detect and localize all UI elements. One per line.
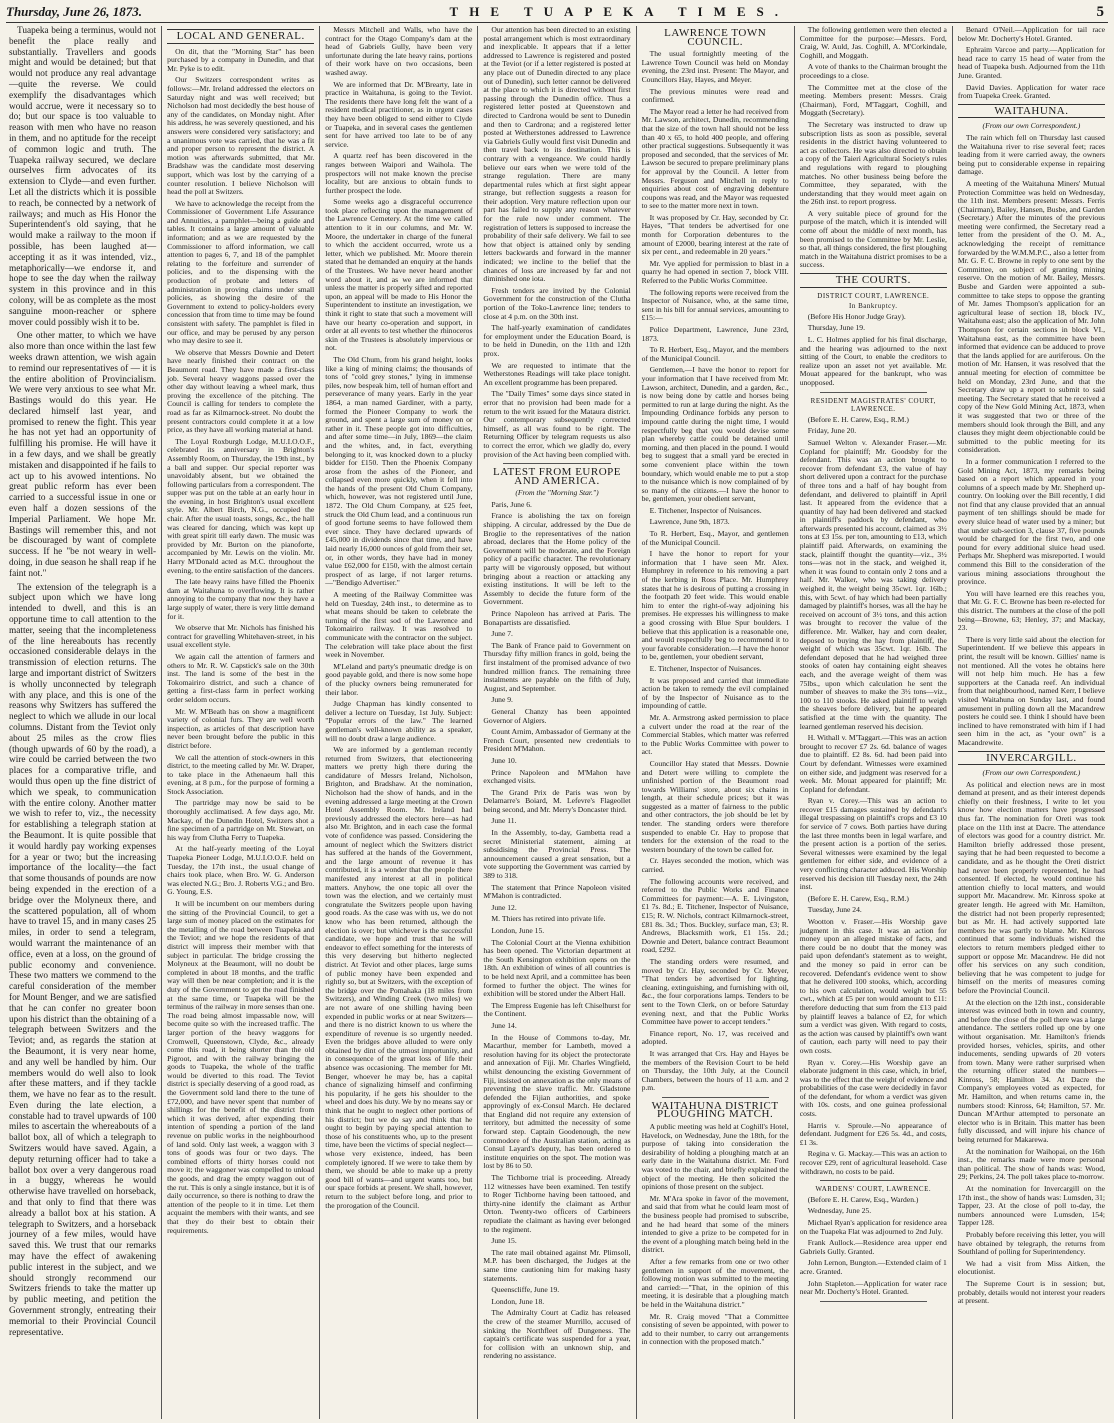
court-paragraph: Samuel Welton v. Alexander Fraser.—Mr. Copland for plaintiff; Mr. Goodsby for the defendant. This was an action brought to recover from defendant £3, the value of hay short delivered upon a contract for the purchase of three tons and a half of hay bought from defendant, and delivered to plaintiff in April last. It appeared from the evidence that a quantity of hay had been delivered and stacked in plaintiff's paddock by defendant, who afterwards presented his account, claimed as 3½ tons at £3 15s. per ton, amounting to £13, which plaintiff paid. Afterwards, on examining the stack, plaintiff thought the quantity—viz., 3½ tons—was not in the stack, and weighed it, when it was found to contain only 2 tons and a half. Mr. Walker, who was taking delivery weighed it, the weight being 35cwt. 1qr. 16lb.; this, with 5cwt. of hay which had been partially damaged by plaintiff's horses, was all the hay he received on account of 3½ tons, and this action was brought to recover the value of the difference. Mr. Walker, hay and corn dealer, deposed to buying the hay from plaintiff, the weight of which was 35cwt. 1qr. 16lb. The defendant deposed that he had weighed three stooks of oaten hay containing eight sheaves each, and the average weight of them was 75lbs., upon which calculation he sent the number of sheaves to make the 3½ tons—viz., 100 to 110 stooks. He asked plaintiff to weigh the sheaves before delivery, but he appeared satisfied at the time with the quantity. The learned gentleman reserved his decision. [799, 437, 947, 731]
paragraph: At the half-yearly meeting of the Loyal Tuapeka Pioneer Lodge, M.U.I.O.O.F. held on Tuesday, the 17th inst., the usual change of chairs took place, when Bro. W. G. Anderson was elected N.G.; Bro. J. Roberts V.G.; and Bro. G. Young, E.S. [167, 844, 315, 897]
paragraph: We are requested to intimate that the Wetherstones Readings will take place tonight. An excellent programme has been prepared. [483, 360, 631, 387]
paragraph: We call the attention of stock-owners in this district, to the meeting called by Mr. W. Draper, to take place in the Athenaeum hall this evening, at 8 p.m., for the purpose of forming a Stock Association. [167, 752, 315, 796]
paragraph: Messrs Mitchell and Walls, who have the contract for the Otago Company's dam at the head of Gabriels Gully, have been very unfortunate during the late heavy rains, portions of their work have on two occasions, been washed away. [325, 26, 473, 77]
paragraph: At the election on the 12th inst., considerable interest was evinced both in town and country, and before the close of the poll there was a large attendance. The settlers rolled up one by one without organisation. Mr. Hamilton's friends provided horses, vehicles, spirits, and other inducements, sending upwards of 20 voters from town. Many were rather surprised when the returning officer stated the numbers—Kinross, 58; Hamilton 34. At Dacre the Company's employees voted as expected, for Mr. Hamilton, and when returns came in, the numbers stood: Kinross, 64; Hamilton, 57. Mr. Duncan M'Arthur attempted to personate an elector who is in Britain. This matter has been fully discussed, and will injure his chance of being returned for Makarewa. [957, 997, 1105, 1145]
paragraph: Some weeks ago a disgraceful occurrence took place reflecting upon the management of the Lawrence Cemetery. At the time we called attention to it in our columns, and Mr. W. Moore, the undertaker in charge of the funeral to which the accident occurred, wrote us a letter, which we published. Mr. Moore therein stated that he demanded an enquiry at the hands of the Trustees. We have never heard another word about it, and as we are informed that unless the matter is properly sifted and reported upon, an appeal will be made to His Honor the Superintendent to institute an investigation, we think it right to state that such a movement will have our hearty co-operation and support, in order at all events to test whether the rhinoceros skin of the Trustees is absolutely impervious or not. [325, 197, 473, 353]
paragraph: Benard O'Neil.—Application for tail race below Mr. Docherty's Hotel. Granted. [957, 26, 1105, 43]
paragraph: The Admiralty Court at Cadiz has released the crew of the steamer Murrillo, accused of sinking the Northfleet off Dungeness. The captain's certificate was suspended for a year, for collision with an unknown ship, and rendering no assistance. [483, 1308, 631, 1361]
column-1 [4, 26, 161, 1419]
paragraph: At the nomination for Invercargill on the 17th inst., the show of hands was: Lumsden, 31; Tapper, 23. At the close of poll to-day, the numbers announced were Lumsden, 154; Tapper 128. [957, 1184, 1105, 1228]
paragraph: The extension of the telegraph is a subject upon which we have long intended to dwell, and this is an opportune time to call attention to the matter, seeing that the incompleteness of the line hereabouts has recently occasioned considerable delays in the transmission of election returns. The large and important district of Switzers is wholly unconnected by telegraph with any place, and this is one of the reasons why Switzers has suffered the neglect to which we allude in our local columns. Distant from the Teviot only about 25 miles as the crow flies (though upwards of 60 by the road), a wire could be carried between the two places for a comparative trifle, and would thus open up the fine district of which we speak, to communication with the entire colony. Another matter we wish to refer to, viz., the necessity for establishing a telegraph station at the Beaumont. It is quite possible that it would hardly pay working expenses for a year or two; but the increasing importance of the locality—the fact that some thousands of pounds are now being expended in the erection of a bridge over the Molyneux there, and the scattered population, all of whom have to travel 15, and in many cases 25 miles, in order to send a telegram, would warrant the maintenance of an office, even at a loss, on the ground of public economy and convenience. These two matters we commend to the careful consideration of the member for Mount Benger, and we are satisfied that he can confer no greater boon upon his district than the obtaining of a telegraph between Switzers and the Teviot; and, as regards the station at the Beaumont, it is very near home, and any well be handled by him. Our members would do well also to look after these matters, and if they tackle them, we have no fear as to the result. Even during the late election, a constable had to travel upwards of 100 miles to ascertain the whereabouts of a ballot box, all of which a telegraph to Switzers would have saved. Again, a deputy returning officer had to take a ballot box over a very dangerous road in a buggy, whereas he would otherwise have travelled on horseback, and that only to find that there was already a ballot box at his station. A telegraph to Switzers, and a horseback journey of a few miles, would have saved this. We trust that our remarks may have the effect of awakening public interest in the subject, and we should strongly recommend our Switzers friends to take the matter up by public meeting, and petition the Government strongly, entreating their memorial to their Provincial Council representative. [9, 582, 157, 1338]
paragraph: As political and election news are in most demand at present, and as their interest depends chiefly on their freshness, I write to let you know how election matters have progressed thus far. The nomination for Oreti was took place on the 11th inst at Dacre. The attendance of electors was good for a country district. Mr. Hamilton briefly addressed those present, saying that he had been requested to become a candidate, and as he thought the Oreti district had never been properly represented, he had consented. If elected, he would continue his attention chiefly to local matters, and would support Mr. Macandrew. Mr. Kinross spoke at greater length. He agreed with Mr. Hamilton, the district had not been properly represented; but as Mr. H. had actively supported late members he was partly to blame. Mr. Kinross continued that some individuals wished the electors to return members pledged either to support or oppose Mr. Macandrew. He did not offer his services on any such condition, believing that he was competent to judge for himself on the merits of measures coming before the Provincial Council. [957, 779, 1105, 995]
paragraph: The half-yearly examination of candidates for employment under the Education Board, is to be held in Dunedin, on the 11th and 12th prox. [483, 323, 631, 358]
courts-heading: THE COURTS. [800, 273, 947, 288]
court-paragraph: John Stapleton.—Application for water race near Mr. Docherty's Hotel. Granted. [799, 1278, 947, 1297]
paragraph: David Davies. Application for water race from Tuapeka Creek. Granted. [957, 82, 1105, 101]
paragraph: A meeting of the Waitahuna Miners' Mutual Protection Committee was held on Wednesday, the 11th inst. Members present: Messrs. Ferris (Chairman), Bailey, Hansen, Busbe, and Garden (Secretary.) After the minutes of the previous meeting were confirmed, the Secretary read a letter from the president of the O. M. A., acknowledging the receipt of remittance forwarded by the W.M.M.P.C., also a letter from Mr. G. F. C. Browne in reply to one sent by the Committee, on subject of granting mining reserve. On the motion of Mr. Bailey, Messrs. Busbe and Garden were appointed a sub-committee to take steps to oppose the granting of Mr. James Thompson's application for an agricultural lease of section 18, block IV., Waitahuna east; also the application of Mr. John Thompson for certain sections in block VI., Waitahuna east, as the committee have been informed that evidence can be adduced to prove that the lands applied for are auriferous. On the motion of Mr. Hansen, it was resolved that the annual meeting for election of committee be held on Monday, 23rd June, and that the Secretary draw up a report to submit to said meeting. The Secretary stated that he received a copy of the New Gold Mining Act, 1873, when it was suggested that two or three of the members should look through the Bill, and any clauses they might deem objectionable could be submitted to the public meeting for its consideration. [957, 178, 1105, 455]
divider [662, 1097, 769, 1098]
paragraph: The following gentlemen were then elected a Committee for the purpose:—Messrs. Ford, Craig, W. Auld, Jas. Coghill, A. M'Corkindale, Coghill, and Moggath. [799, 26, 947, 60]
court-title: WARDENS' COURT, LAWRENCE. [815, 1185, 932, 1194]
paragraph: One other matter, to which we have also more than once within the last few weeks drawn attention, we wish again to remind our representatives of — it is the entire abolition of Provincialism. We were very anxious to see what Mr. Bastings would do this year. He declared himself last year, and promised to renew the fight. This year he has not yet had an opportunity of fulfilling his promise. He will have it in a few days, and we shall be greatly mistaken and disappointed if he fails to act up to his avowed intentions. No great public reform has ever been carried to a successful issue in one or even half a dozen sessions of the Imperial Parliament. We hope Mr. Bastings will remember this, and not be discouraged by want of complete success. If he "be not weary in well-doing, in due season he shall reap if he faint not." [9, 331, 157, 579]
paragraph: Judge Chapman has kindly consented to deliver a lecture on Tuesday, 1st July. Subject: "Popular errors of the law." The learned gentleman's well-known ability as a speaker, will no doubt draw a large audience. [325, 699, 473, 743]
paragraph: Police Department, Lawrence, June 23rd, 1873. [641, 325, 789, 343]
paragraph: A quartz reef has been discovered in the ranges between Waipori and Waihola. The prospectors will not make known the precise locality, but are anxious to obtain funds to further prospect the lode. [325, 151, 473, 195]
paragraph: The Grand Prix de Paris was won by Delamarre's Boiard, M. Lefevre's Flageollet being second, and Mr. Merry's Doncaster third. [483, 787, 631, 814]
europe-america-news [483, 501, 630, 1361]
paragraph: General Chanzy has been appointed Governor of Algiers. [483, 706, 631, 725]
court-paragraph: (Before E. H. Carew, Esq., Warden.) [807, 1194, 919, 1204]
paragraph: In a former communication I referred to the Gold Mining Act, 1873, my remarks being based on a report which appeared in your columns of a speech made by Mr. Shepherd up-country. On looking over the Bill recently, I did not find that any clause provided that an annual payment of ten shillings should be made for every sluice head of water used by a miner; but that under sub-section 3, clause 37, five pounds would be charged for the first two, and one pound for every additional sluice head used. Perhaps Mr. Shepherd was misreported. I would commend this Bill to the consideration of the various mining associations throughout the province. [957, 456, 1105, 587]
paragraph: June 15. [491, 1236, 517, 1246]
paragraph: E. Titchener, Inspector of Nuisances. [649, 663, 762, 673]
column-5 [636, 26, 794, 1419]
leader-article [9, 26, 156, 1338]
paragraph: Queenscliffe, June 19. [491, 1285, 560, 1295]
paragraph: To R. Herbert, Esq., Mayor, and the members of the Municipal Council. [641, 345, 789, 363]
paragraph: The Tichborne trial is proceeding. Already 112 witnesses have been examined. Ten testify to Roger Tichborne having been tattooed, and thirty-nine identify the claimant as Arthur Orton. Twenty-two officers of Carbineers repudiate the claimant as having ever belonged to the regiment. [483, 1173, 631, 1234]
local-and-general-body [167, 48, 314, 1236]
paragraph: Our Switzers correspondent writes as follows:—Mr. Ireland addressed the electors on Saturday night and was well received; but Nicholson had most decidedly the best house of any of the candidates, on Monday night. After his address, he was severely questioned, and his answers were considered very satisfactory; and a unanimous vote was carried, that he was a fit and proper person to represent the district. A motion was afterwards submitted, that Mr. Bradshaw was the candidate most deserving support, which was lost by the carrying of a counter resolution. I believe Nicholson will head the poll at Switzers. [167, 75, 315, 197]
paragraph: It was proposed and carried that immediate action be taken to remedy the evil complained of by the Inspector of Nuisance as to the impounding of cattle. [641, 675, 789, 711]
paragraph: June 7. [491, 629, 513, 639]
paragraph: Ephraim Varcoe and party.—Application for head race to carry 15 head of water from the head of Tuapeka bush. Adjourned from the 11th June. Granted. [957, 45, 1105, 80]
paragraph: Paris, June 6. [491, 499, 532, 509]
paragraph: A vote of thanks to the Chairman brought the proceedings to a close. [799, 62, 947, 80]
paragraph: The rate mail obtained against Mr. Plimsoll, M.P. has been discharged, the Judges at the same time cautioning him for making hasty statements. [483, 1247, 631, 1283]
paragraph: The Mayor read a letter he had received from Mr. Lawson, architect, Dunedin, recommending that the size of the town hall should not be less than 40 x 65, to hold 400 people, and offering other practical suggestions. Subsequently it was proposed and seconded, that the services of Mr. Lawson be secured to prepare preliminary plans for approval by the Council. A letter from Messrs. Ferguson and Mitchell in reply to enquiries about cost of engraving debenture coupons was read, and the Mayor was requested to see to the matter more next in town. [641, 106, 789, 211]
paragraph: London, June 15. [491, 926, 545, 935]
paragraph: Councillor Hay stated that Messrs. Downie and Detert were willing to complete the unfinished portion of the Beaumont road towards Williams' store, about six chains in length, at their schedule prices; but it was suggested as a matter of fairness to the public and other contractors, the job should be let by tender. The standing orders were therefore suspended to enable Cr. Hay to propose that tenders for the extension of the road to the western boundary of the town be called for. [641, 758, 789, 854]
divider [820, 1301, 927, 1302]
paragraph: A public meeting was held at Coghill's Hotel, Havelock, on Wednesday, June the 18th, for the purpose of taking into consideration the desirability of holding a ploughing match at an early date in the Waitahuna district. Mr. Ford was voted to the chair, and briefly explained the object of the meeting. He then solicited the opinions of those present on the subject. [641, 1122, 789, 1192]
paragraph: The following reports were received from the Inspector of Nuisance, who, at the same time, sent in his bill for annual services, amounting to £15:— [641, 287, 789, 323]
court-title: RESIDENT MAGISTRATES' COURT, LAWRENCE. [810, 396, 936, 414]
paragraph: The previous minutes were read and confirmed. [641, 86, 789, 105]
paragraph: The standing orders were resumed, and moved by Cr. Hay, seconded by Cr. Meyer, "That tenders be advertised for lighting, cleaning, extinguishing, and furnishing with oil, &c., the four corporations lamps. Tenders to be sent to the Town Clerk, on or before Saturday evening next, and that the Public Works Committee have power to accept tenders." [641, 956, 789, 1027]
columns [4, 26, 1110, 1419]
issue-date: Thursday, June 26, 1873. [6, 4, 143, 19]
paragraph: To R. Herbert, Esq., Mayor, and gentlemen of the Municipal Council. [641, 529, 789, 547]
column-4 [477, 26, 635, 1419]
europe-america-source: (From the "Morning Star.") [515, 488, 599, 498]
paragraph: The following accounts were received, and referred to the Public Works and Finance Committees for payment:—A. E. Livingston, £1 7s. 8d.; E. Titchener, Inspector of Nuisance, £15; R. W. Nichols, contract Kilmarnock-street, £81 8s. 3d.; Thos. Buckley, surface man, £3; R. Andrews, Blacksmith work, £1 15s. 2d.; Downie and Detert, balance contract Beaumont road, £292. [641, 876, 789, 955]
paragraph: We again call the attention of farmers and others to Mr. R. W. Capstick's sale on the 30th inst. The land is some of the best in the Tokomairiro district, and such a chance of getting a first-class farm in perfect working order seldom occurs. [167, 651, 315, 704]
paragraph: The Colonial Court at the Vienna exhibition has been opened. The Victorian department at the South Kensington exhibition opens on the 18th. An exhibition of wines of all countries is to be held next April, and a committee has been formed to further the object. The wines for exhibition will be stored under the Albert Hall. [483, 937, 631, 999]
court-paragraph: Michael Ryan's application for residence area on the Tuapeka Flat was adjourned to 2nd July. [799, 1218, 947, 1236]
paragraph: Mr. R. Craig moved "That a Committee consisting of seven be appointed, with power to add to their number, to carry out arrangements in connection with the proposed match." [641, 1311, 789, 1347]
court-paragraph: Ryan v. Corey.—His Worship gave an elaborate judgment in this case, which, in brief, was to the effect that the weight of evidence and probabilities of the case were decidedly in favor of the defendant, for whom a verdict was given with 10s. costs, and one guinea professional costs. [799, 1057, 947, 1119]
town-council-report [642, 50, 789, 1093]
paragraph: It will be incumbent on our members during the sitting of the Provincial Council, to get a large sum of money placed on the estimates for the metalling of the road between Tuapeka and the Teviot; and we hope the residents of that district will impress their member with that subject in particular. The bridge crossing the Molyneux at the Beaumont, will no doubt be completed in about 18 months, and the traffic way will then be near completion; and it is the duty of the Government to get the road finished at the same time, or Tuapeka will be the terminus of the railway in more senses than one. The road being almost impassable now, will become quite so with the increased traffic. The larger portion of the heavy waggons for Cromwell, Queenstown, Clyde, &c., already come this road, it being shorter than the old Pigroot, and with the railway bringing the goods to Tuapeka, the whole of the traffic would be diverted to this road. The Teviot district is specially deserving of a good road, as the Government sold land there to the tune of £72,000, and have never spent that number of shillings for the benefit of the district from which it was derived, after expending their intention of spending a portion of the land revenue on public works in the neighbourhood of land sold. Only last week, a waggon with 3 tons of goods was four or two days. The combined efforts of thirty horses could not move it; the waggoner was compelled to unload the goods, and drag the empty waggon out of the rut. This is only a single instance, but it is of daily occurrence, so there is nothing to draw the attention of the people to it in time. Let them acquaint the members with their wants, and see that they do their best to obtain their requirements. [167, 899, 315, 1235]
paragraph: The Supreme Court is in session; but, probably, details would not interest your readers at present. [957, 1278, 1105, 1306]
court-paragraph: John Lernon, Bungton.—Extended claim of 1 acre. Granted. [799, 1258, 947, 1276]
paragraph: We are informed that Dr. M'Brearty, late in practice in Waitahuna, is going to the Teviot. The residents there have long felt the want of a resident medical practitioner, as in urgent cases they have been obliged to send either to Clyde or Tuapeka, and in several cases the gentlemen sent for have arrived too late to be of any service. [325, 79, 473, 149]
paragraph: In the House of Commons to-day, Mr. Macarthur, member for Lambeth, moved a resolution having for its object the protectorate and annexation of Fiji. Mr. Charles Wingfield, whilst denouncing the existing Government of Fiji, insisted on annexation as the only means of preventing the slave traffic. Mr. Gladstone defended the Fijian authorities, and spoke approvingly of ex-Consul March. He declared that England did not require any extension of territory, but admitted the necessity of some forward step. Captain Goodenough, the new commodore of the Australian station, acting as Consul Layard's deputy, has been ordered to institute enquiries on the spot. The motion was lost by 86 to 50. [483, 1032, 631, 1171]
paragraph: Prince Napoleon has arrived at Paris. The Bonapartists are dissatisfied. [483, 609, 631, 627]
column-3 [319, 26, 477, 1419]
paragraph: Lawrence, June 9th, 1873. [649, 517, 730, 527]
paragraph: We are informed by a gentleman recently returned from Switzers, that electioneering matters we pretty high there during the candidature of Messrs Ireland, Nicholson, Brighton, and Bradshaw. At the nomination, Nicholson had the show of hands, and in the evening addressed a large meeting at the Crown Hotel Assembly Room. Mr. Ireland had previously addressed the electors here—as had also Mr. Brighton, and in each case the formal vote of confidence was passed. Considering the amount of neglect which the Switzers district has suffered at the hands of the Government, and the large amount of revenue it has contributed, it is a wonder that the people there manifested any interest at all in political matters. Anyhow, the one topic all over the town was the election, and we certainly must congratulate the Switzers people upon having good roads. As the case was with us, we do not know who has been returned, although the election is over; but whichever is the successful candidate, we hope and trust that he will endeavor to effect something for the interests of this very deserving but hitherto neglected district. At Teviot and other places, large sums of public money have been expended and rightly so, but at Switzers, with the exception of the bridge over the Pomahaka (18 miles from Switzers), and Winding Creek (two miles) we are not aware of one shilling having been expended in public works or at near Switzers—and there is no district known to us where the expenditure of revenue is so urgently needed. Even the bridges above alluded to were only obtained by dint of the utmost importunity, and in consequence of the great loss of life their absence was occasioning. The member for Mt. Benger, whoever he may be, has a capital chance of signalizing himself and confirming his popularity, if he gets his shoulder to the wheel and does his duty. We by no means say or think that he ought to neglect other portions of his district; but we do say and think that he ought to begin by paying special attention to those of his constituents who, up to the present time, have been the victims of special neglect—whose very existence, indeed, has been completely ignored. If we were to take them by them, we should be able to make up a pretty good bill of wants—and urgent wants too, but our space forbids at present. We shall, however, return to the subject before long, and prior to the prorogation of the Council. [325, 745, 473, 1210]
paragraph: Cr. Hayes seconded the motion, which was carried. [641, 856, 789, 875]
masthead [6, 2, 1108, 23]
paragraph: June 14. [491, 1020, 517, 1030]
court-title: DISTRICT COURT, LAWRENCE. [817, 291, 930, 300]
newspaper-title: THE TUAPEKA TIMES. [449, 4, 790, 19]
waitahuna-heading: WAITAHUNA. [958, 104, 1105, 119]
waitahuna-source: (From our own Correspondent.) [982, 121, 1081, 131]
column-7 [952, 26, 1110, 1419]
divider [503, 463, 610, 464]
court-paragraph: Regina v. G. Mackay.—This was an action to recover £29, rent of agricultural leasehold. Case withdrawn, no costs to be paid. [799, 1149, 947, 1176]
divider [820, 392, 927, 393]
paragraph: The rain which fell on Thursday last caused the Waitahuna river to rise several feet; races leading from it were carried away, the owners being put to considerable expense in repairing damage. [957, 132, 1105, 177]
column-6 [794, 26, 952, 1419]
paragraph: I have the honor to report for your information that I have seen Mr. Alex. Humphrey in reference to his removing a part of the kerbing in Ross Place. Mr. Humphrey states that he is desirous of putting a crossing in the footpath 20 feet wide. This would enable him to enter the right-of-way adjoining his premises. He expresses his willingness to make a good crossing with Blue Spur boulders. I believe that this application is a reasonable one, and would respectfully beg to recommend it to your favorable consideration.—I have the honor to be, gentlemen, your obedient servant, [641, 549, 789, 662]
court-paragraph: L. C. Holmes applied for his final discharge, and the hearing was adjourned to the next sitting of the Court, to enable the creditors to realize upon an asset not yet available. Mr. Mouat appeared for the bankrupt, who was unopposed. [799, 335, 947, 387]
postal-notes [483, 26, 630, 459]
paragraph: The Empress Eugenie has left Chiselhurst for the Continent. [483, 1000, 631, 1019]
paragraph: The Old Chum, from his grand height, looks like a king of mining claims; the thousands of tons of "cold grey stones," lying in immense piles, now bespeak him, tell of human effort and perseverance of many years. Early in the year 1864, a man named Gardiner, with a party, formed the Pioneer Company to work the ground, and spent a large sum of money on or rather in it. These people got into difficulties, and after some time—in July, 1869—the claim and the whites, and, in fact, everything belonging to it, was knocked down to a plucky bidder for £150. Then the Phoenix Company arose from the ashes of the Pioneer, and collapsed even more quickly, when it fell into the hands of the present Old Chum Company, which, however, was not registered until June, 1872. The Old Chum Company, at £25 feet, struck the Old Chum lead, and a continuous run of good fortune seems to have followed them ever since. They have declared upwards of £45,000 in dividends since that time, and have laid nearly 16,000 ounces of gold from their set, or, in other words, they have had in money value £62,000 for £150, with the almost certain prospect of as large, if not larger returns.—"Bendigo Advertiser." [325, 354, 473, 588]
court-paragraph: Ryan v. Corey.—This was an action to recover £15 damages sustained by defendant's illegal trespassing on plaintiff's crops and £3 10 for service of 7 cows. Both parties have during the last three months been in legal warfare, and the present action is a portion of the series. Several witnesses were examined by the legal gentlemen for either side, and evidence of a very conflicting character adduced. His Worship reserved his decision till Tuesday next, the 24th inst. [799, 796, 947, 892]
court-paragraph: (Before His Honor Judge Gray). [807, 311, 906, 321]
town-council-heading: LAWRENCE TOWN COUNCIL. [664, 27, 767, 48]
warden-applications [958, 26, 1105, 101]
paragraph: There is very little said about the election for Superintendent. If we believe this appears in print, the result will be known. Gillies' name is not mentioned. All the votes he obtains here will not help him much. He has a few supporters at the Canada reef. An individual from that neighbourhood, named Kerr, I believe visited Waitahuna on Sunday last, and found amusement in pulling down all the Macandrew posters he could see. I think I should have been inclined to have remonstrated with him if I had seen him in the act, as "your own" is a Macandrewite. [957, 634, 1105, 747]
ploughing-match-heading: WAITAHUNA DISTRICT PLOUGHING MATCH. [651, 1099, 779, 1121]
paragraph: Mr. M'Ara spoke in favor of the movement, and said that from what he could learn most of the business people had promised to subscribe, and he had heard that some of the miners intended to give a prize to be competed for in the event of a ploughing match being held in the district. [641, 1193, 789, 1255]
court-paragraph: (Before E. H. Carew, Esq., R.M.) [807, 414, 909, 424]
paragraph: A very suitable piece of ground for the purpose of the match, which it is intended will come off about the middle of next month, has been promised to the Committee by Mr. Leslie, so that, all things considered, the first ploughing match in the Waitahuna district promises to be a success. [799, 208, 947, 270]
page-number: 5 [1096, 3, 1104, 20]
paragraph: Finance report, No. 17, was received and adopted. [641, 1028, 789, 1047]
paragraph: France is abolishing the tax on foreign shipping. A circular, addressed by the Due de Broglie to the representatives of the nation abroad, declares that the Home policy of the Government will be moderate, and the Foreign policy of a pacific character. The revolutionary party will be vigorously opposed, but without bringing about a reaction or attacking any existing institutions. It will be left to the Assembly to decide the future form of the Government. [483, 511, 631, 607]
paragraph: The partridge may now be said to be thoroughly acclimatised. A few days ago, Mr. Mackay, of the Dunedin Hotel, Switzers shot a fine specimen of a partridge on Mt. Stewart, on his way from Clutha Ferry to Tuapeka. [167, 798, 315, 842]
paragraph: We had a visit from Miss Aitken, the elocutionist. [957, 1258, 1105, 1277]
paragraph: London, June 18. [491, 1296, 545, 1306]
paragraph: The Loyal Roxburgh Lodge, M.U.I.O.O.F., celebrated its anniversary in Brighton's Assembly Room, on Thursday, the 19th inst., by a ball and supper. Our special reporter was unavoidably absent, but we obtained the following particulars from a correspondent. The supper was put on the table at an early hour in the evening, in host Brighton's usual excellent style. Mr. Albert Birch, N.G., occupied the chair. After the usual toasts, songs, &c., the hall was cleared for dancing, which was kept up with great spirit till early dawn. The music was provided by Mr. Burton on the pianoforte, accompanied by Mr. Lewis on the violin. Mr. Harry M'Donald acted as M.C. throughout the evening, to the entire satisfaction of the dancers. [167, 436, 315, 575]
europe-america-heading: LATEST FROM EUROPE AND AMERICA. [493, 466, 621, 487]
invercargill-source: (From our own Correspondent.) [982, 768, 1081, 778]
paragraph: On dit, that the "Morning Star" has been purchased by a company in Dunedin, and that Mr. Pyke is to edit. [167, 46, 315, 73]
court-subtitle: In Bankruptcy. [849, 302, 898, 311]
paragraph: M. Thiers has retired into private life. [491, 914, 606, 924]
paragraph: It was proposed by Cr. Hay, seconded by Cr. Hayes, "That tenders be advertised for one month for Corporation debentures to the amount of £2000, bearing interest at the rate of six per cent., and redeemable in 20 years." [641, 212, 789, 257]
paragraph: We have to acknowledge the receipt from the Commissioner of Government Life Assurance and Annuities, a pamphlet—being a guide and tables. It contains a large amount of valuable information; and as we are requested by the Commissioner to afford information, we call attention to pages 6, 7, and 18 of the pamphlet relating to the forfeiture and surrender of policies, and to the dispensing with the production of probate and letters of administration in proving claims under small policies, as showing the desire of the Government to extend to policy-holders every concession that from time to time may be found consistent with safety. The pamphlet is filed in our office, and may be perused by any person who may desire to see it. [167, 198, 315, 346]
court-paragraph: (Before E. H. Carew, Esq., R.M.) [807, 893, 909, 903]
paragraph: A meeting of the Railway Committee was held on Tuesday, 24th inst., to determine as to what means should be taken to celebrate the turning of the first sod of the Lawrence and Tokomairiro railway. It was resolved to communicate with the contractor on the subject. The celebration will take place about the first week in November. [325, 590, 473, 660]
court-paragraph: Tuesday, June 24. [807, 905, 862, 915]
invercargill-heading: INVERCARGILL. [958, 751, 1105, 766]
paragraph: The usual fortnightly meeting of the Lawrence Town Council was held on Monday evening, the 23rd inst. Present: The Mayor, and Councillors Hay, Hayes, and Meyer. [641, 49, 789, 84]
paragraph: You will have learned ere this reaches you, that Mr. G. F. C. Browne has been re-elected for this district. The numbers at the close of the poll being—Browne, 63; Henley, 37; and Mackay, 23. [957, 588, 1105, 633]
paragraph: Gentlemen,—I have the honor to report for your information that I have received from Mr. Lawson, architect, Dunedin, and a garden, &c., is now being done by cattle and horses being permitted to run at large during the night. As the Impounding Ordinance forbids any person to impound cattle during the night time, I would respectfully beg that you would devise some plan whereby cattle could be detained until morning, and then placed in the pound. I would beg to suggest that a small yard be erected in some convenient place within the town boundary, which would enable me to put a stop to the nuisance which is now complained of by so many of the citizens.—I have the honor to be, gentlemen, your obedient servant, [641, 365, 789, 504]
column-2 [161, 26, 319, 1419]
paragraph: After a few remarks from one or two other gentlemen in support of the movement, the following motion was submitted to the meeting and carried:—"That, in the opinion of this meeting, it is desirable that a ploughing match be held in the Waitahuna district." [641, 1256, 789, 1309]
paragraph: We observe that Messrs Downie and Detert have nearly finished their contract on the Beaumont road. They have made a first-class job. Several heavy waggons passed over the other day without leaving a wheel mark, thus proving the excellence of the pitching. The Council is calling for tenders to complete the road as far as Kilmarnock-street. No doubt the present contractors could complete it at a low price, as they have all working material at hand. [167, 347, 315, 435]
paragraph: The late heavy rains have filled the Phoenix dam at Waitahuna to overflowing. It is rather annoying to the company that now they have a large supply of water, there is very little demand for it. [167, 577, 315, 621]
paragraph: Tuapeka being a terminus, would not benefit the place really and substantially. Travellers and goods might and would be detained; but that would not produce any real advantage—quite the reverse. We could exemplify the disadvantages which would accrue, were it necessary so to do; but our space is too valuable to reason with men who have no reason in them, and no aptitude for the receipt of common logic and truth. The Tuapeka railway secured, we declare ourselves firm advocates of its extension to Clyde—and even further. Let all the districts which it is possible to reach, be connected by a network of railways; and much as His Honor the Superintendent's old saying, that he would make a railway to the moon if possible, has been laughed at—accepting it as it was intended, viz., metaphorically—we endorse it, and hope to see the day when the railway system in this province and in this colony, will be as complete as the most sanguine moon-reacher or sphere mover could possibly wish it to be. [9, 26, 157, 328]
paragraph: M'Leland and party's pneumatic dredge is on good payable gold, and there is now some hope of the plucky owners being remunerated for their labor. [325, 661, 473, 697]
ploughing-match-report [642, 1123, 789, 1347]
ploughing-committee [800, 26, 947, 270]
court-paragraph: Harris v. Sproule.—No appearance of defendant. Judgment for £26 5s. 4d., and costs, £1 3s. [799, 1120, 947, 1147]
paragraph: It was arranged that Crs. Hay and Hayes be the members of the Revision Court to be held on Thursday, the 10th July, at the Council Chambers, between the hours of 11 a.m. and 2 p.m. [641, 1048, 789, 1093]
paragraph: The "Daily Times" some days since stated in error that no provision had been made for a return to the writ issued for the Mataura district. Our contemporary subsequently corrected himself, as all was found to be right. The Returning Officer by telegram requests us also to correct the error, which we gladly do, every provision of the Act having been complied with. [483, 389, 631, 459]
local-news-continued [325, 26, 472, 1210]
court-paragraph: H. Withall v. M'Taggart.—This was an action brought to recover £7 2s. 6d. balance of wages due to plaintiff. £2 8s. 6d. had been paid into Court by defendant. Witnesses were examined on either side, and judgment was reserved for a week. Mr. Mouat appeared for plaintiff; Mr. Copland for defendant. [799, 733, 947, 794]
paragraph: Fresh tenders are invited by the Colonial Government for the construction of the Clutha portion of the Toko-Lawrence line; tenders to close at 4 p.m. on the 30th inst. [483, 285, 631, 321]
divider [820, 1180, 927, 1181]
paragraph: Prince Napoleon and M'Mahon have exchanged visits. [483, 767, 631, 786]
courts-reports [800, 292, 947, 1302]
court-paragraph: Frank Aullock.—Residence area upper end Gabriels Gully. Granted. [799, 1238, 947, 1256]
paragraph: June 10. [491, 755, 517, 765]
paragraph: June 11. [491, 816, 517, 826]
paragraph: Count Arnim, Ambassador of Germany at the French Court, presented new credentials to President M'Mahon. [483, 727, 631, 754]
paragraph: E. Titchener, Inspector of Nuisances. [649, 505, 762, 515]
paragraph: The Committee met at the close of the meeting. Members present: Messrs. Craig (Chairman), Ford, M'Taggart, Coghill, and Moggath (Secretary). [799, 82, 947, 118]
paragraph: The Bank of France paid to Government on Thursday fifty million francs in gold, being the first instalment of the promised advance of two hundred million francs. The remaining three instalments are payable on the fifth of July, August, and September. [483, 640, 631, 693]
paragraph: June 12. [491, 902, 517, 912]
court-paragraph: Wednesday, June 25. [807, 1206, 872, 1216]
court-paragraph: Wootton v. Fraser.—His Worship gave judgment in this case. It was an action for money upon an alleged mistake of facts, and there could be no doubt that the money was paid upon defendant's statement as to weight, and the money so paid in error can be recovered. Defendant's evidence went to show that he delivered 100 stooks, which, according to his own calculation, would weigh but 55 cwt., which at £5 per ton would amount to £11: therefore deducting that sum from the £13 paid by plaintiff leaves a balance of £2, for which sum a verdict was given. With regard to costs, as the action was caused by plaintiff's own want of caution, each party will need to pay their own costs. [799, 917, 947, 1055]
invercargill-report [958, 781, 1105, 1306]
paragraph: Our attention has been directed to an existing postal arrangement which is most extraordinary and inexplicable. It appears that if a letter addressed to Lawrence is registered and posted at the Teviot (or if a letter registered is posted at any place out of Dunedin directed to any place out of Dunedin), such letter cannot be delivered at the place to which it is directed without first passing through the Dunedin office. Thus a registered letter posted at Queenstown and directed to Cardrona would be sent to Dunedin and then to Cardrona; and a registered letter posted at Wetherstones addressed to Lawrence via Gabriels Gully would first visit Dunedin and then travel back to its destination. This is contrary with a vengeance. We could hardly believe our ears when we were told of the strange regulation. There are many departmental rules which at first sight appear strange, but reflection suggests a reason for their adoption. Very mature reflection upon our part has failed to supply any reason whatever for the rule now under comment. The registration of letters is supposed to increase the probability of their safe delivery. We fail to see how that object is attained only by sending letters backwards and forward in the manner indicated; we incline to the belief that the chances of loss are increased by far and not diminished one iota. [483, 26, 631, 284]
waitahuna-report [958, 134, 1105, 748]
paragraph: Mr. Vye applied for permission to blast in a quarry he had opened in section 7, block VIII. Referred to the Public Works Committee. [641, 258, 789, 286]
local-and-general-heading: LOCAL AND GENERAL. [167, 29, 314, 44]
paragraph: We observe that Mr. Nichols has finished his contract for gravelling Whitehaven-street, in his usual excellent style. [167, 623, 315, 650]
paragraph: In the Assembly, to-day, Gambetta read a secret Ministerial statement, aiming at subsidising the Provincial Press. The announcement caused a great sensation, but a vote supporting the Government was carried by 389 to 318. [483, 828, 631, 881]
paragraph: The statement that Prince Napoleon visited M'Mahon is contradicted. [483, 882, 631, 901]
paragraph: At the nomination for Waihopai, on the 16th inst., the remarks made were more personal than political. The show of hands was: Wood, 29; Perkins, 24. The poll takes place to-morrow. [957, 1146, 1105, 1182]
paragraph: Mr. W. M'Beath has on show a magnificent variety of colonial furs. They are well worth inspection, as articles of that description have never been brought before the public in this district before. [167, 706, 315, 750]
paragraph: The Secretary was instructed to draw up subscription lists as soon as possible, several residents in the district having volunteered to act as collectors. He was also directed to obtain a copy of the Taieri Agricultural Society's rules and regulations with regard to ploughing matches. No other business being before the Committee, they separated, with the understanding that they would meet again on the 26th inst. to report progress. [799, 119, 947, 207]
court-paragraph: Friday, June 20. [807, 426, 857, 436]
court-paragraph: Thursday, June 19. [807, 323, 865, 333]
paragraph: Mr. A. Armstrong asked permission to place a culvert under the road at the rear of the Commercial Stables, which matter was referred to the Public Works Committee with power to act. [641, 712, 789, 757]
paragraph: June 9. [491, 695, 513, 705]
paragraph: Probably before receiving this letter, you will have obtained by telegraph, the returns from Southland of polling for Superintendency. [957, 1229, 1105, 1257]
